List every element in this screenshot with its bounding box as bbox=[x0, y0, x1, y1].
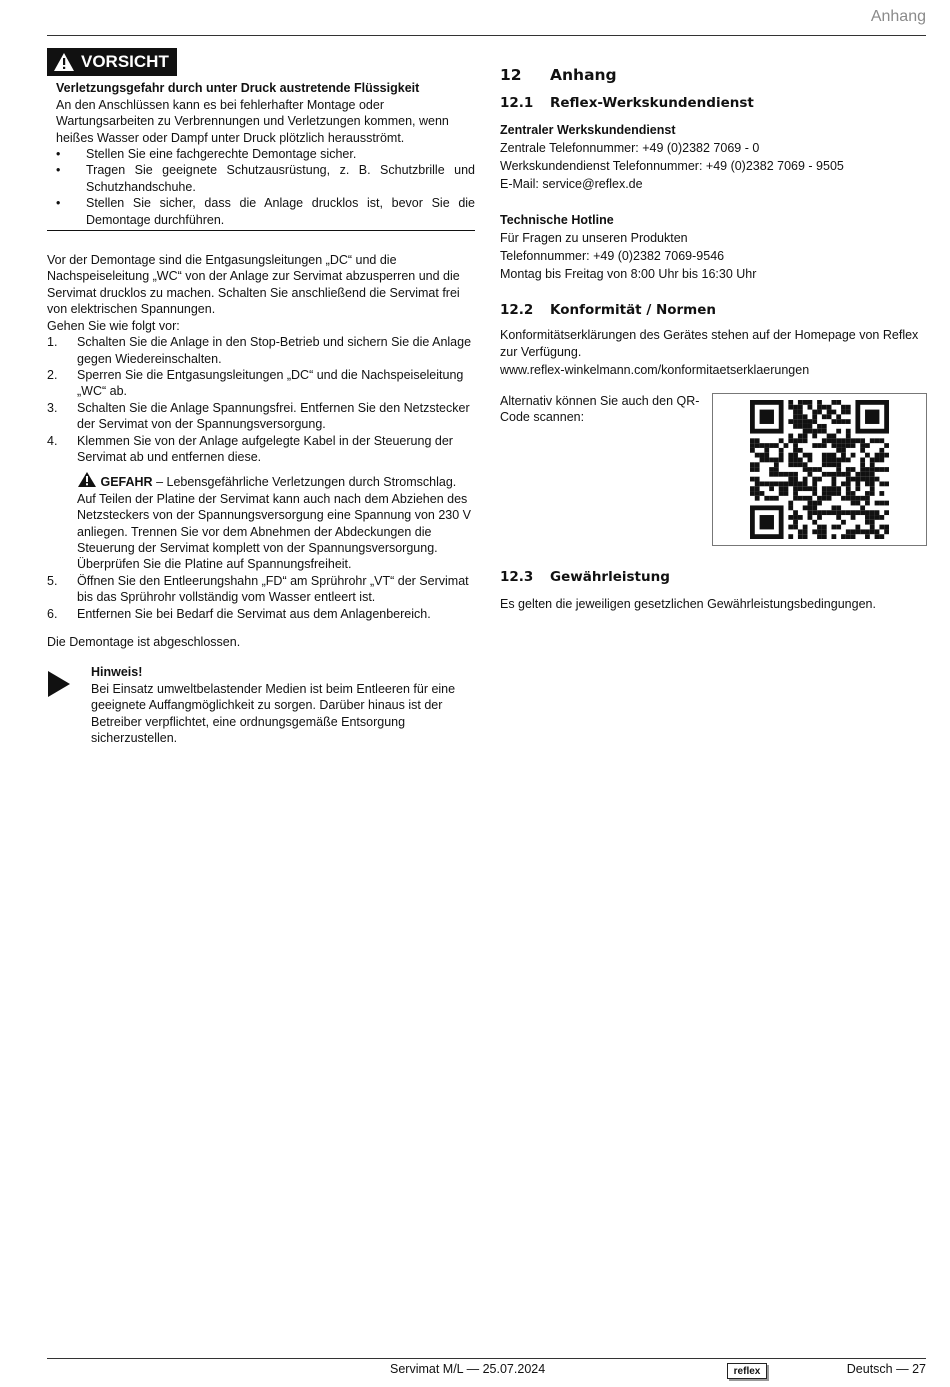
section-heading-12-1: 12.1 Reflex-Werkskundendienst bbox=[500, 95, 754, 111]
qr-row bbox=[500, 393, 928, 546]
list-item: 6. Entfernen Sie bei Bedarf die Servimat aus dem Anlagenbereich. bbox=[47, 606, 431, 621]
note-title: Hinweis! bbox=[91, 665, 143, 680]
caution-label: VORSICHT bbox=[81, 51, 169, 71]
section-heading-12: 12 Anhang bbox=[500, 66, 617, 84]
note-text: Bei Einsatz umweltbelastender Medien ist beim Entleeren für eine geeignete Auffangmöglichkeit zu sorgen. Darüber hinaus ist der Betreiber verpflichtet, eine ordnungsgemäße Entsorgung sicherzustellen. bbox=[91, 681, 456, 746]
header-divider bbox=[47, 35, 926, 36]
hotline-phone: Telefonnummer: +49 (0)2382 7069-9546 bbox=[500, 249, 725, 263]
caution-text: An den Anschlüssen kann es bei fehlerhafter Montage oder Wartungsarbeiten zu Verbrennungen und Verletzungen kommen, wenn heißes Wasser oder Dampf unter Druck plötzlich herausströmt. bbox=[56, 97, 449, 145]
caution-box bbox=[47, 48, 475, 231]
play-arrow-icon bbox=[47, 670, 71, 698]
footer-page-number: Deutsch — 27 bbox=[846, 1362, 926, 1376]
hotline-hours: Montag bis Freitag von 8:00 Uhr bis 16:30 Uhr bbox=[500, 267, 757, 281]
list-item: • Stellen Sie eine fachgerechte Demontage sicher. bbox=[56, 147, 357, 162]
left-column bbox=[47, 48, 475, 746]
qr-code-frame bbox=[712, 393, 927, 546]
caution-badge bbox=[47, 48, 177, 76]
warning-triangle-icon bbox=[77, 471, 97, 488]
steps-intro: Gehen Sie wie folgt vor: bbox=[47, 318, 180, 333]
service-phone: Werkskundendienst Telefonnummer: +49 (0)2382 7069 - 9505 bbox=[500, 159, 844, 173]
hotline-title: Technische Hotline bbox=[500, 213, 614, 227]
list-item: 3. Schalten Sie die Anlage Spannungsfrei. Entfernen Sie den Netzstecker der Servimat von der Spannungsversorgung. bbox=[47, 400, 470, 432]
service-email: E-Mail: service@reflex.de bbox=[500, 177, 643, 191]
qr-code-image bbox=[750, 400, 889, 539]
section-heading-12-3: 12.3 Gewährleistung bbox=[500, 568, 670, 585]
central-phone: Zentrale Telefonnummer: +49 (0)2382 7069 - 0 bbox=[500, 141, 760, 155]
conformity-text: Konformitätserklärungen des Gerätes stehen auf der Homepage von Reflex zur Verfügung. bbox=[500, 328, 919, 359]
warranty-text: Es gelten die jeweiligen gesetzlichen Gewährleistungsbedingungen. bbox=[500, 596, 876, 611]
right-column bbox=[500, 66, 928, 613]
danger-label: GEFAHR bbox=[100, 475, 153, 490]
section-heading-12-2: 12.2 Konformität / Normen bbox=[500, 302, 717, 318]
completion-text: Die Demontage ist abgeschlossen. bbox=[47, 635, 241, 649]
list-item: • Tragen Sie geeignete Schutzausrüstung, z. B. Schutzbrille und Schutzhandschuhe. bbox=[56, 163, 475, 194]
caution-heading: Verletzungsgefahr durch unter Druck austretende Flüssigkeit bbox=[56, 81, 420, 96]
footer-document-info: Servimat M/L — 25.07.2024 bbox=[390, 1362, 546, 1376]
list-item: • Stellen Sie sicher, dass die Anlage drucklos ist, bevor Sie die Demontage durchführen. bbox=[56, 196, 475, 227]
danger-notice bbox=[77, 471, 475, 572]
note-block bbox=[47, 664, 475, 746]
central-service-title: Zentraler Werkskundendienst bbox=[500, 123, 676, 137]
list-item: 1. Schalten Sie die Anlage in den Stop-Betrieb und sichern Sie die Anlage gegen Wiedereinschalten. bbox=[47, 335, 472, 366]
danger-text: – Lebensgefährliche Verletzungen durch Stromschlag. Auf Teilen der Platine der Servimat kann auch nach dem Abziehen des Netzsteckers von der Spannungsversorgung eine Spannung von 230 V anliegen. Trennen Sie vor dem Abnehmen der Abdeckungen die Steuerung der Servimat komplett von der Spannungsversorgung. Überprüfen Sie die Platine auf Spannungsfreiheit. bbox=[77, 475, 472, 572]
page-header-title: Anhang bbox=[870, 8, 926, 25]
step-list bbox=[47, 334, 475, 622]
caution-bullet-list bbox=[56, 146, 475, 228]
intro-paragraph: Vor der Demontage sind die Entgasungsleitungen „DC“ und die Nachspeiseleitung „WC“ von der Anlage zur Servimat abzusperren und die Servimat drucklos zu machen. Schalten Sie anschließend die Servimat frei von elektrischen Spannungen. bbox=[47, 253, 460, 317]
reflex-logo: reflex bbox=[727, 1363, 767, 1379]
conformity-url: www.reflex-winkelmann.com/konformitaetserklaerungen bbox=[500, 363, 810, 377]
list-item: 5. Öffnen Sie den Entleerungshahn „FD“ am Sprührohr „VT“ der Servimat bis das Sprührohr vollständig vom Wasser entleert ist. bbox=[47, 573, 469, 605]
qr-text: Alternativ können Sie auch den QR-Code scannen: bbox=[500, 393, 700, 424]
warning-triangle-icon bbox=[53, 52, 75, 72]
list-item: 4. Klemmen Sie von der Anlage aufgelegte Kabel in der Steuerung der Servimat ab und entfernen diese. GEFAHR – Lebensgefährliche Verletzungen durch Stromschlag. Auf Teilen der Platine der Servimat kann auch nach dem Abziehen des Netzsteckers von der Spannungsversorgung eine Spannung von 230 V anliegen. Trennen Sie vor dem Abnehmen der Abdeckungen die Steuerung der Servimat komplett von der Spannungsversorgung. Überprüfen Sie die Platine auf Spannungsfreiheit. bbox=[47, 433, 475, 573]
list-item: 2. Sperren Sie die Entgasungsleitungen „DC“ und die Nachspeiseleitung „WC“ ab. bbox=[47, 367, 464, 399]
footer-divider bbox=[47, 1358, 926, 1359]
hotline-line: Für Fragen zu unseren Produkten bbox=[500, 231, 688, 245]
